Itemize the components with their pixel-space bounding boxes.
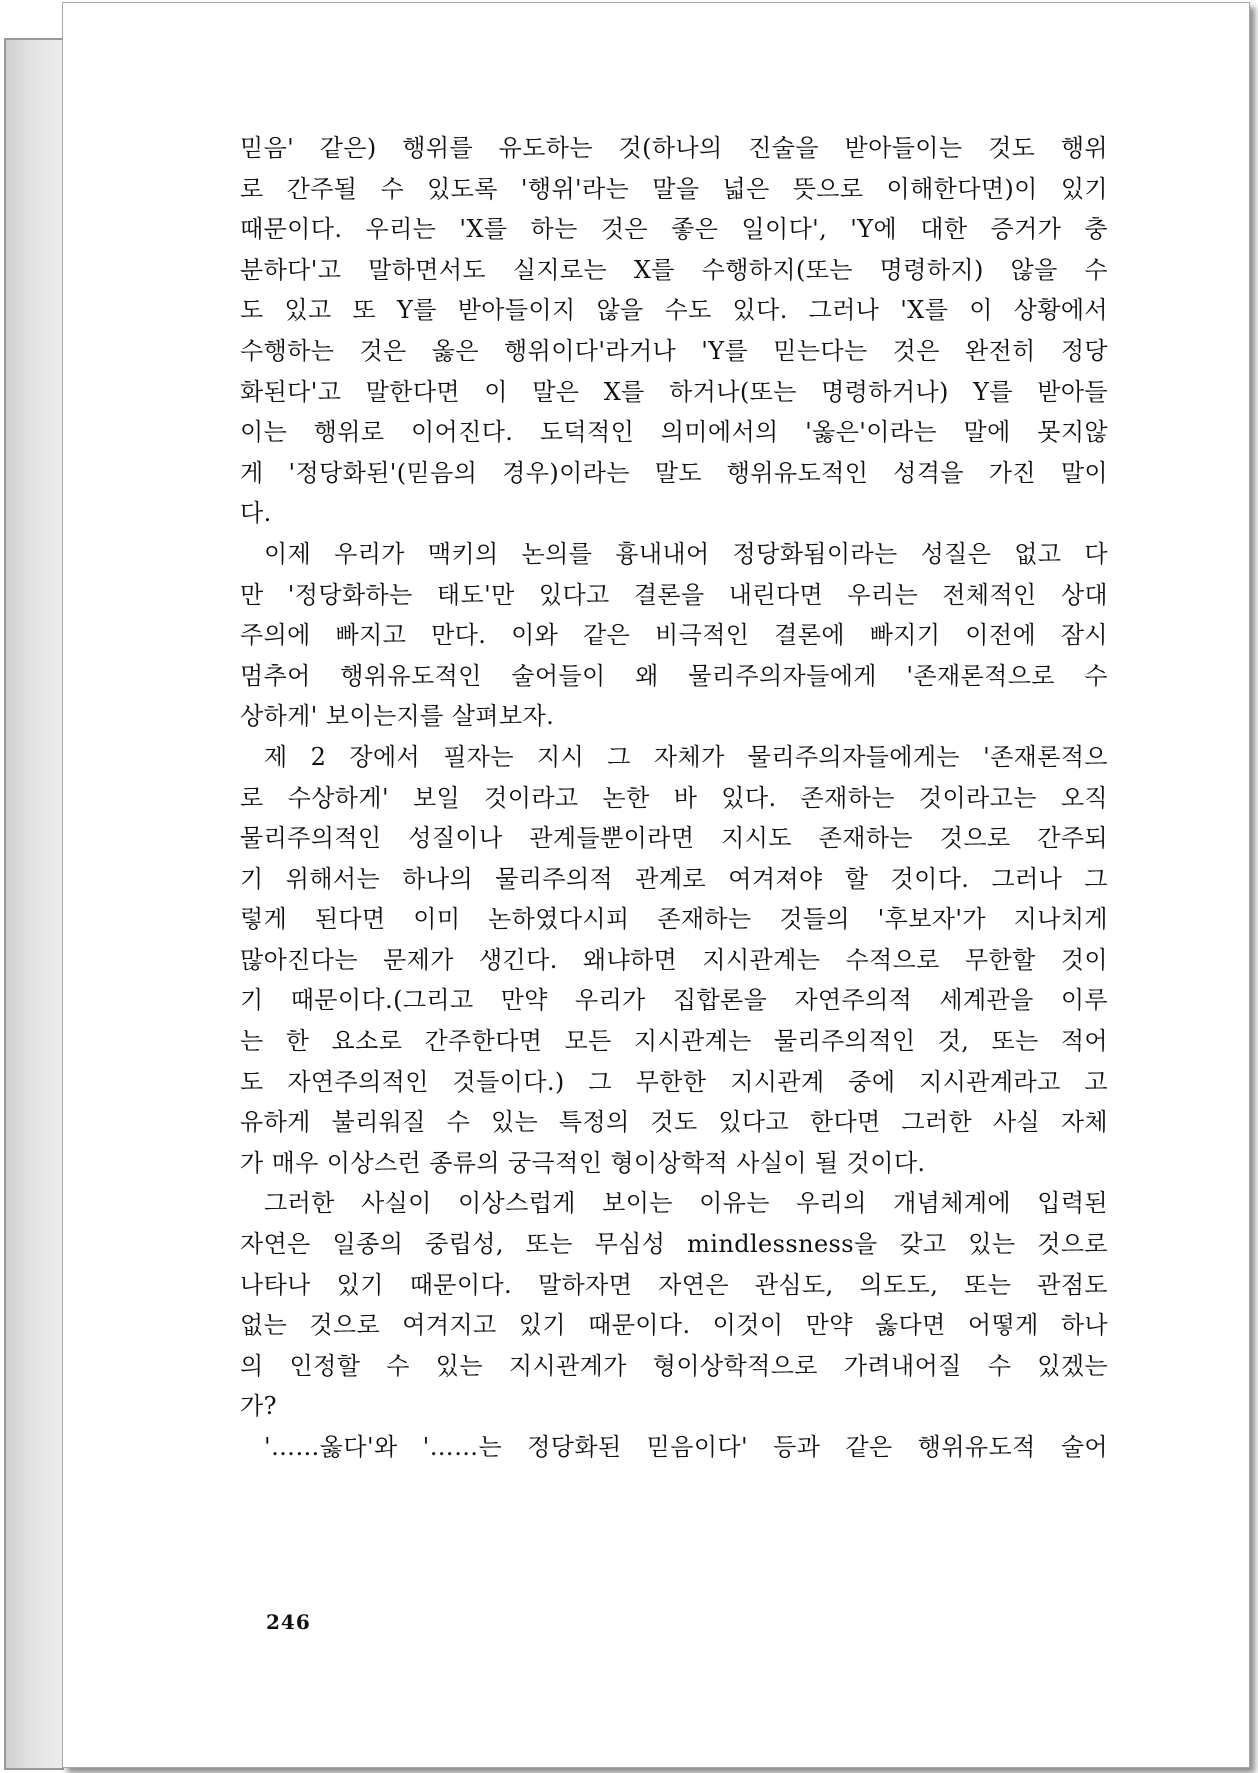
text-line: 기 위해서는 하나의 물리주의적 관계로 여겨져야 할 것이다. 그러나 그 [240,864,1108,893]
text-line: 멈추어 행위유도적인 술어들이 왜 물리주의자들에게 '존재론적으로 수 [240,661,1108,690]
text-line: 때문이다. 우리는 'X를 하는 것은 좋은 일이다', 'Y에 대한 증거가 충 [240,215,1108,244]
text-line: 도 자연주의적인 것들이다.) 그 무한한 지시관계 중에 지시관계라고 고 [240,1067,1108,1096]
text-line: 는 한 요소로 간주한다면 모든 지시관계는 물리주의적인 것, 또는 적어 [240,1027,1108,1056]
text-line: 다. [240,499,272,528]
text-line: 이는 행위로 이어진다. 도덕적인 의미에서의 '옳은'이라는 말에 못지않 [240,418,1108,447]
text-line: 나타나 있기 때문이다. 말하자면 자연은 관심도, 의도도, 또는 관점도 [240,1270,1108,1299]
book-spine [4,38,64,1770]
text-line: 그러한 사실이 이상스럽게 보이는 이유는 우리의 개념체계에 입력된 [264,1189,1108,1218]
text-line: 수행하는 것은 옳은 행위이다'라거나 'Y를 믿는다는 것은 완전히 정당 [240,336,1108,365]
text-line: 가 매우 이상스런 종류의 궁극적인 형이상학적 사실이 될 것이다. [240,1148,926,1177]
text-line: 물리주의적인 성질이나 관계들뿐이라면 지시도 존재하는 것으로 간주되 [240,824,1108,853]
text-line: '……옳다'와 '……는 정당화된 믿음이다' 등과 같은 행위유도적 술어 [264,1433,1108,1461]
text-line: 상하게' 보이는지를 살펴보자. [240,702,555,731]
text-line: 이제 우리가 맥키의 논의를 흉내내어 정당화됨이라는 성질은 없고 다 [264,539,1108,568]
text-line: 도 있고 또 Y를 받아들이지 않을 수도 있다. 그러나 'X를 이 상황에서 [240,296,1108,325]
page-number: 246 [266,1610,311,1634]
text-line: 분하다'고 말하면서도 실지로는 X를 수행하지(또는 명령하지) 않을 수 [240,255,1108,284]
text-line: 자연은 일종의 중립성, 또는 무심성 mindlessness을 갖고 있는 것으로 [240,1230,1108,1259]
text-line: 만 '정당화하는 태도'만 있다고 결론을 내린다면 우리는 전체적인 상대 [240,580,1108,609]
text-line: 화된다'고 말한다면 이 말은 X를 하거나(또는 명령하거나) Y를 받아들 [240,377,1108,406]
body-text [240,128,1108,1468]
text-line: 의 인정할 수 있는 지시관계가 형이상학적으로 가려내어질 수 있겠는 [240,1351,1108,1380]
text-line: 가? [240,1392,277,1421]
text-line: 게 '정당화된'(믿음의 경우)이라는 말도 행위유도적인 성격을 가진 말이 [240,458,1108,487]
text-line: 기 때문이다.(그리고 만약 우리가 집합론을 자연주의적 세계관을 이루 [240,986,1108,1015]
text-line: 렇게 된다면 이미 논하였다시피 존재하는 것들의 '후보자'가 지나치게 [240,905,1108,934]
text-line: 많아진다는 문제가 생긴다. 왜냐하면 지시관계는 수적으로 무한할 것이 [240,945,1108,974]
text-line: 믿음' 같은) 행위를 유도하는 것(하나의 진술을 받아들이는 것도 행위 [240,134,1108,162]
text-line: 없는 것으로 여겨지고 있기 때문이다. 이것이 만약 옳다면 어떻게 하나 [240,1311,1108,1340]
text-line: 주의에 빠지고 만다. 이와 같은 비극적인 결론에 빠지기 이전에 잠시 [240,621,1108,650]
text-line: 유하게 불리워질 수 있는 특정의 것도 있다고 한다면 그러한 사실 자체 [240,1108,1108,1137]
text-line: 로 수상하게' 보일 것이라고 논한 바 있다. 존재하는 것이라고는 오직 [240,783,1108,812]
text-line: 제 2 장에서 필자는 지시 그 자체가 물리주의자들에게는 '존재론적으 [264,742,1108,771]
text-line: 로 간주될 수 있도록 '행위'라는 말을 넓은 뜻으로 이해한다면)이 있기 [240,174,1108,203]
